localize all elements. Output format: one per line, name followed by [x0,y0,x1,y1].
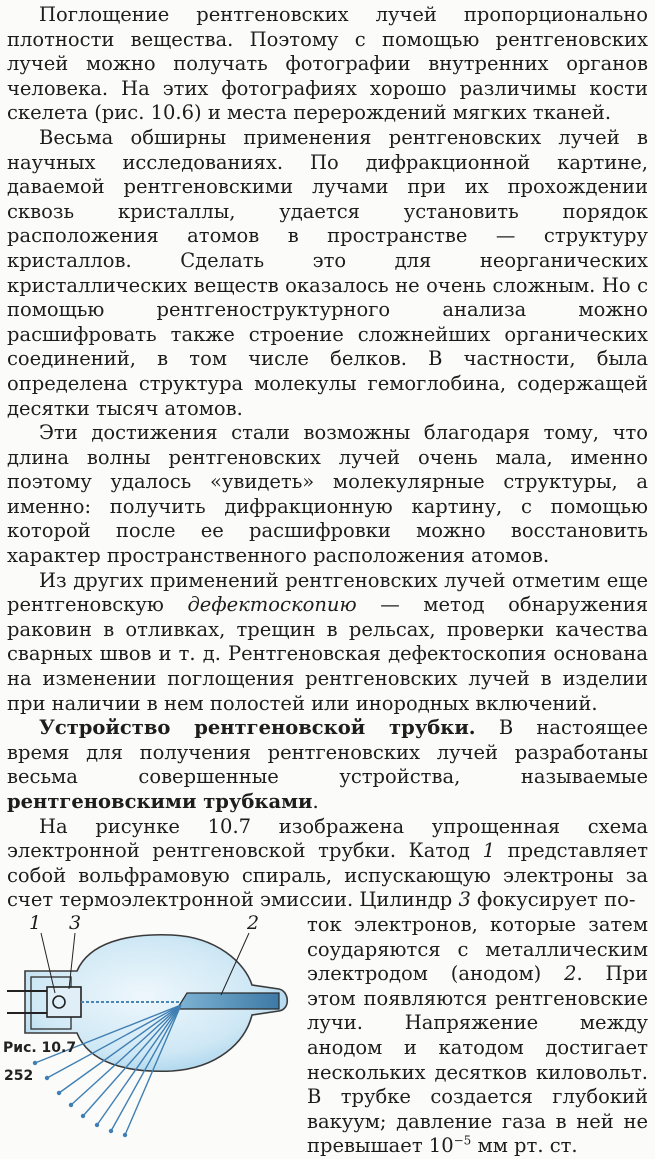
p6-text-2: представляет собой вольфрамовую спираль, испускающую электроны за счет термоэлектронной эмиссии. Цилиндр [7,839,648,912]
figure-10-7 [7,913,307,1141]
figure-caption: Рис. 10.7 [3,1040,77,1056]
p6-wrap-text-1: ток электронов, которые затем соударяются с металлическим электродом (анодом) [307,912,648,986]
ref-cathode: 1 [482,839,495,863]
paragraph-3: Эти достижения стали возможны благодаря тому, что длина волны рентгеновских лучей очень мала, именно поэтому удалось «увидеть» молекулярные структуры, а именно: получить дифракционную картину, с помощью которой после ее расшифровки можно восстановить характер пространственного расположения атомов. [7,421,648,568]
paragraph-5 [7,716,648,814]
paragraph-2: Весьма обширны применения рентгеновских лучей в научных исследованиях. По дифракционной картине, даваемой рентгеновскими лучами при их прохождении сквозь кристаллы, удается установить порядок расположения атомов в пространстве — структуру кристаллов. Сделать это для неорганических кристаллических веществ оказалось не очень сложным. Но с помощью рентгеноструктурного анализа можно расшифровать также строение сложнейших органических соединений, в том числе белков. В частности, была определена структура молекулы гемоглобина, содержащей десятки тысяч атомов. [7,125,648,420]
figure-label-2: 2 [247,911,260,934]
p6-wrap-text-3: мм рт. ст. [471,1134,578,1158]
p6-text-3: фокусирует по- [470,888,636,912]
p6-wrap-text-2: . При этом появляются рентгеновские лучи. Напряжение между анодом и катодом достигает нескольких десятков киловольт. В трубке создается глубокий вакуум; давление газа в ней не превышает 10 [307,962,648,1158]
anode [177,993,279,1009]
xray-tube-diagram [7,913,307,1141]
p5-end: . [312,790,319,813]
figure-label-1: 1 [29,911,42,934]
term-xray-tubes: рентгеновскими трубками [7,790,313,813]
paragraph-6 [7,815,648,913]
paragraph-1: Поглощение рентгеновских лучей пропорционально плотности вещества. Поэтому с помощью рентгеновских лучей можно получать фотографии внутренних органов человека. На этих фотографиях хорошо различимы кости скелета (рис. 10.6) и места перерождений мягких тканей. [7,3,648,125]
ref-cylinder: 3 [458,888,471,912]
p5-text: В настоящее время для получения рентгеновских лучей разработаны весьма совершенные устройства, называемые [7,716,648,789]
page-number: 252 [4,1068,34,1084]
term-defectoscopy: дефектоскопию [187,593,357,617]
focusing-cylinder [47,987,81,1017]
ref-anode: 2 [564,962,577,986]
body-text [7,3,648,1159]
p6-text-1: На рисунке 10.7 изображена упрощенная схема электронной рентгеновской трубки. Катод [7,814,648,863]
figure-wrap-area [7,913,648,1159]
exponent: −5 [453,1133,472,1148]
figure-label-3: 3 [69,911,82,934]
p4-text-before: Из других применений рентгеновских лучей отметим еще рентгеновскую [7,568,648,617]
paragraph-4 [7,569,648,717]
p4-text-after: — метод обнаружения раковин в отливках, трещин в рельсах, проверки качества сварных швов и т. д. Рентгеновская дефектоскопия основана на изменении поглощения рентгеновских лучей в изделии при наличии в нем полостей или инородных включений. [7,593,649,715]
section-heading: Устройство рентгеновской трубки. [39,716,476,740]
xray-arrowheads [33,1061,127,1137]
